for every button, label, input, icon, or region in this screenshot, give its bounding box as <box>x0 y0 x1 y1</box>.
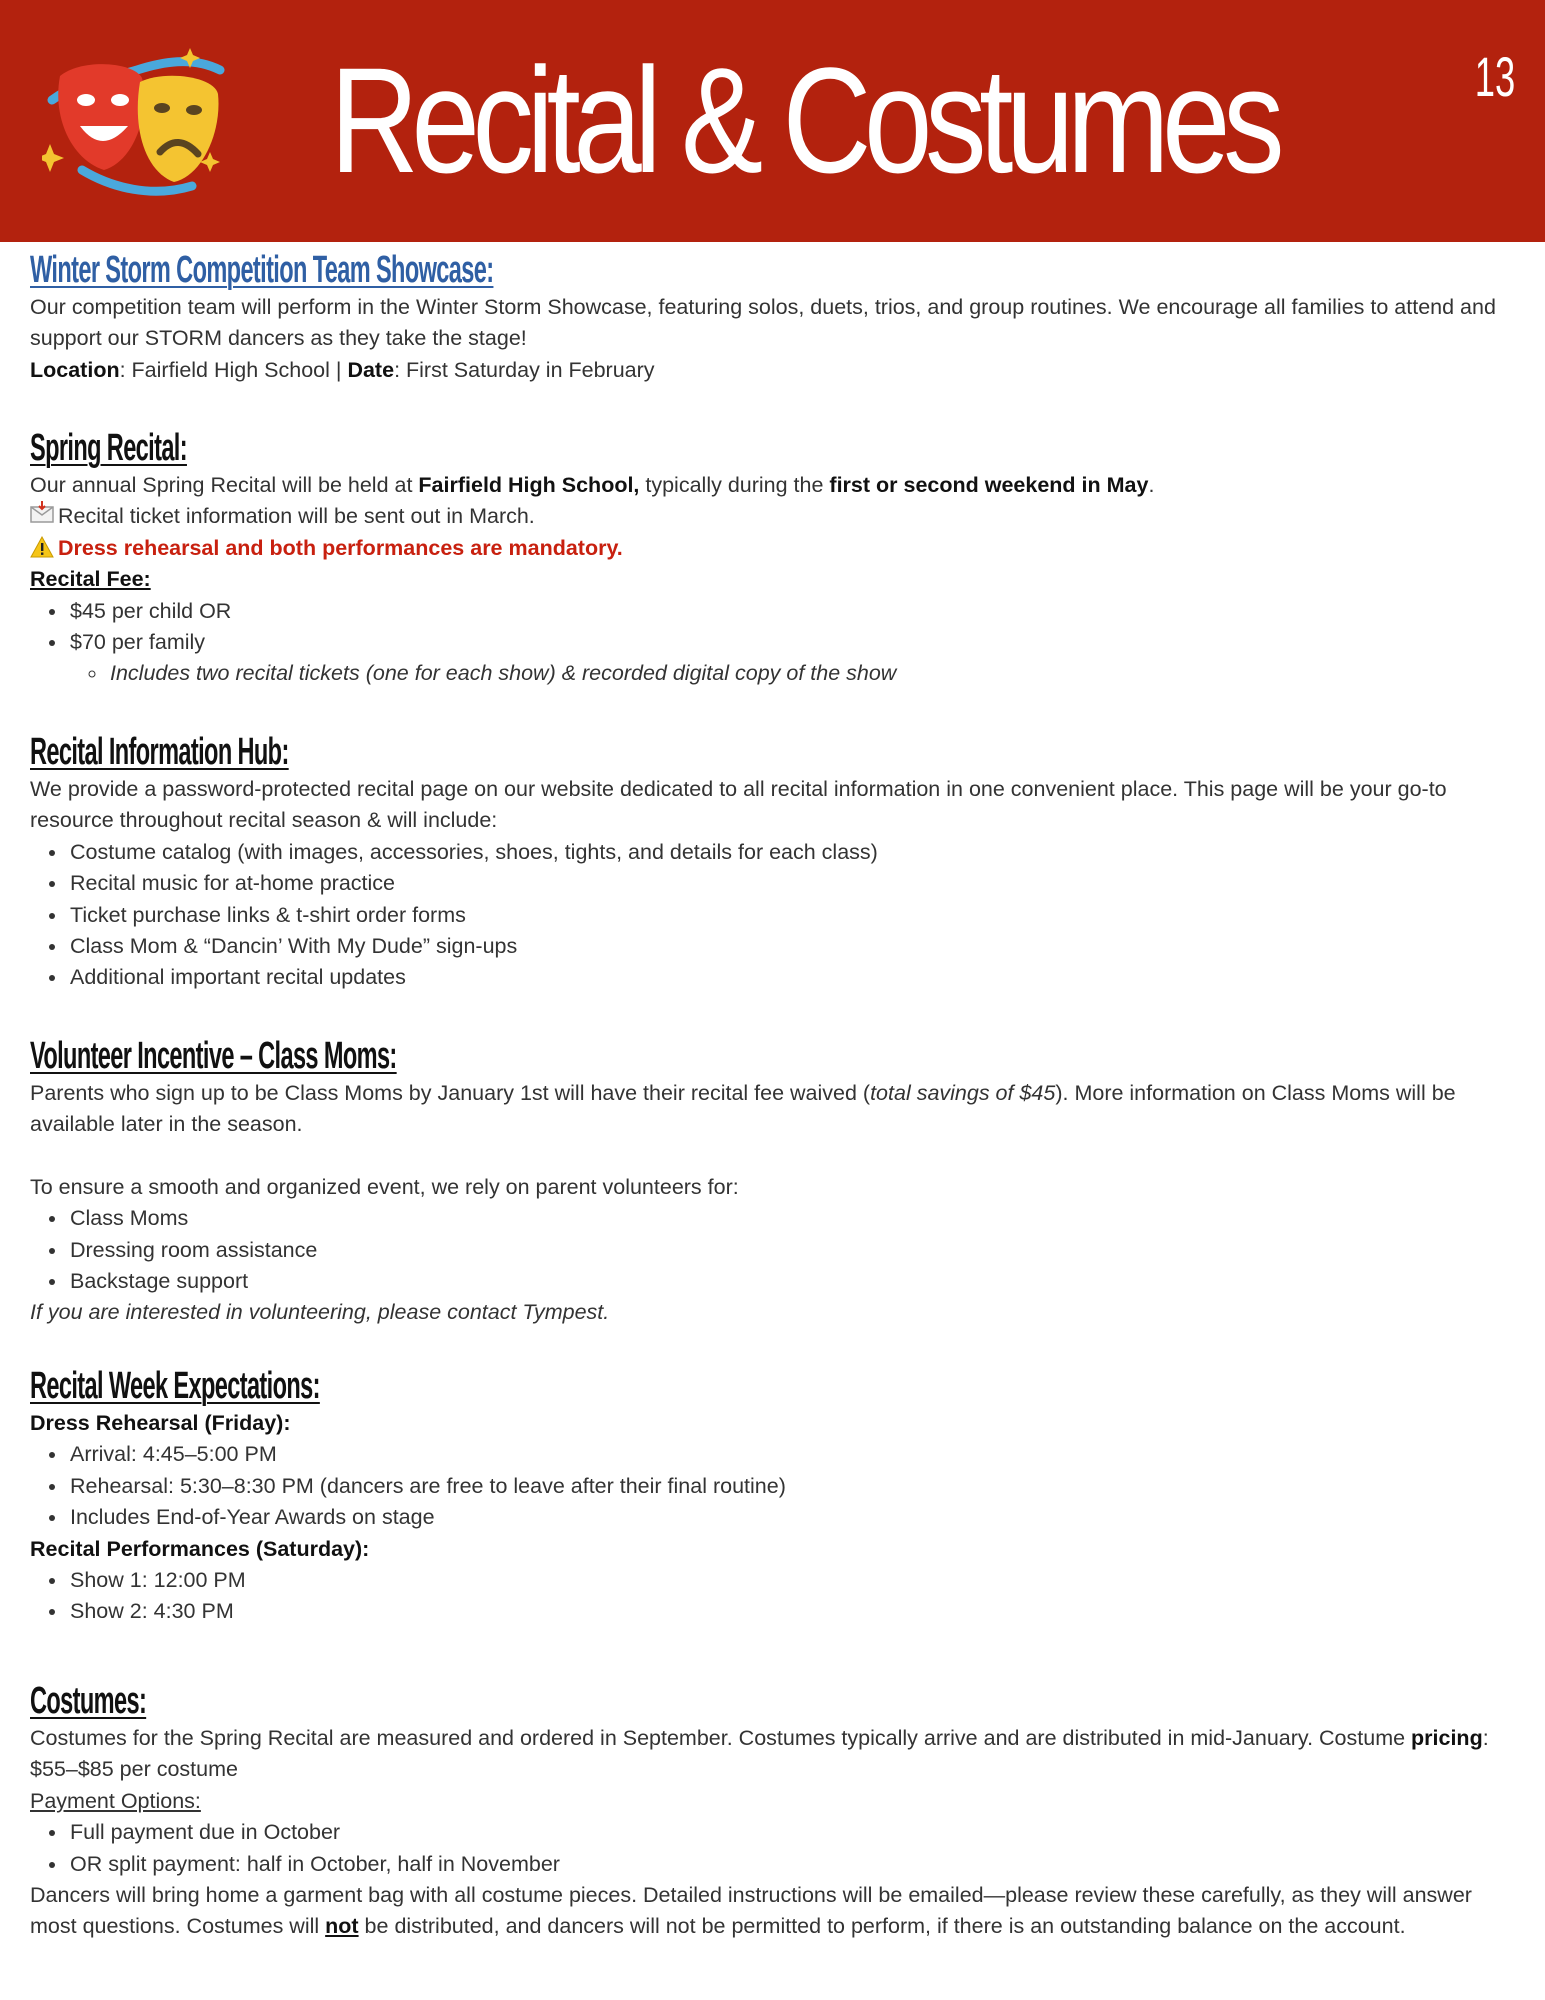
winter-storm-description: Our competition team will perform in the Winter Storm Showcase, featuring solos, duets, trios, and group routines. We encourage all families to attend and support our STORM dancers as they take the stage! <box>30 295 1496 351</box>
costumes-body <box>30 1723 1515 1943</box>
ticket-info-text: Recital ticket information will be sent out in March. <box>58 504 535 529</box>
page-title: Recital & Costumes <box>330 36 1278 204</box>
intro-text: Our annual Spring Recital will be held at <box>30 473 419 497</box>
recital-fee-label: Recital Fee: <box>30 567 151 592</box>
volunteer-description <box>30 1078 1515 1141</box>
list-item <box>108 658 1515 689</box>
closing-not: not <box>325 1914 359 1939</box>
info-hub-body <box>30 774 1515 994</box>
recital-week-body <box>30 1408 1515 1628</box>
envelope-icon <box>30 501 58 532</box>
performances-label-line <box>30 1534 1515 1565</box>
warning-icon <box>30 533 58 564</box>
volunteer-list <box>30 1203 1515 1297</box>
list-item: • Show 1: 12:00 PM <box>68 1565 1515 1596</box>
volunteer-savings: total savings of $45 <box>870 1081 1056 1105</box>
intro-text: typically during the <box>639 473 830 497</box>
intro-timing: first or second weekend in May <box>829 473 1149 497</box>
fee-label-line <box>30 564 1515 595</box>
rehearsal-label: Dress Rehearsal (Friday): <box>30 1411 291 1435</box>
section-spring-recital <box>30 426 1515 690</box>
heading-costumes: Costumes: <box>30 1680 147 1722</box>
list-item: • Dressing room assistance <box>68 1235 1515 1266</box>
pricing-label: pricing <box>1411 1726 1483 1750</box>
date-label: Date <box>347 357 395 382</box>
costumes-description <box>30 1723 1515 1786</box>
heading-info-hub: Recital Information Hub: <box>30 731 289 773</box>
heading-winter-storm: Winter Storm Competition Team Showcase: <box>30 249 494 291</box>
closing-text: Dancers will bring home a garment bag with all costume pieces. Detailed instructions will be emailed—please review these carefully, as they will answer most questions. Costumes will <box>30 1883 1472 1939</box>
volunteer-body <box>30 1078 1515 1329</box>
list-item: • Show 2: 4:30 PM <box>68 1596 1515 1627</box>
section-costumes <box>30 1679 1515 1943</box>
ticket-line <box>30 501 1515 532</box>
section-volunteer <box>30 1034 1515 1329</box>
list-item <box>68 627 1515 690</box>
page-number: 13 <box>1474 45 1515 108</box>
list-item: • OR split payment: half in October, half in November <box>68 1849 1515 1880</box>
heading-volunteer: Volunteer Incentive – Class Moms: <box>30 1035 397 1077</box>
intro-text: . <box>1148 473 1155 497</box>
list-item: • Rehearsal: 5:30–8:30 PM (dancers are free to leave after their final routine) <box>68 1471 1515 1502</box>
list-item: • Arrival: 4:45–5:00 PM <box>68 1439 1515 1470</box>
rehearsal-label-line <box>30 1408 1515 1439</box>
list-item: • Additional important recital updates <box>68 962 1515 993</box>
spring-recital-intro <box>30 470 1515 501</box>
section-winter-storm <box>30 248 1515 386</box>
intro-venue: Fairfield High School, <box>418 473 640 497</box>
info-hub-description: We provide a password-protected recital page on our website dedicated to all recital information in one convenient place. This page will be your go-to resource throughout recital season & will include: <box>30 777 1447 833</box>
volunteer-text: Parents who sign up to be Class Moms by January 1st will have their recital fee waived ( <box>30 1081 871 1105</box>
theater-masks-icon <box>42 48 232 198</box>
list-item: • $45 per child OR <box>68 596 1515 627</box>
mandatory-warning: Dress rehearsal and both performances are mandatory. <box>58 535 623 560</box>
volunteer-contact: If you are interested in volunteering, please contact Tympest. <box>30 1300 610 1325</box>
list-item: • Costume catalog (with images, accessories, shoes, tights, and details for each class) <box>68 837 1515 868</box>
volunteer-intro: To ensure a smooth and organized event, we rely on parent volunteers for: <box>30 1174 739 1199</box>
payment-list <box>30 1817 1515 1880</box>
costumes-text: Costumes for the Spring Recital are measured and ordered in September. Costumes typically arrive and are distributed in mid-January. Costume <box>30 1726 1412 1750</box>
winter-storm-details <box>30 355 1515 386</box>
list-item: • Class Mom & “Dancin’ With My Dude” sign-ups <box>68 931 1515 962</box>
location-value: : Fairfield High School | <box>119 357 348 382</box>
list-item: • Class Moms <box>68 1203 1515 1234</box>
payment-label-line <box>30 1786 1515 1817</box>
list-item: • Full payment due in October <box>68 1817 1515 1848</box>
winter-storm-body <box>30 292 1515 386</box>
list-item: • Backstage support <box>68 1266 1515 1297</box>
info-hub-list <box>30 837 1515 994</box>
date-value: : First Saturday in February <box>394 357 655 382</box>
list-item: • Ticket purchase links & t-shirt order forms <box>68 900 1515 931</box>
spring-recital-body <box>30 470 1515 690</box>
warning-line <box>30 533 1515 564</box>
heading-recital-week: Recital Week Expectations: <box>30 1365 320 1407</box>
section-info-hub <box>30 730 1515 994</box>
section-recital-week <box>30 1364 1515 1628</box>
costumes-closing <box>30 1880 1515 1943</box>
performances-list <box>30 1565 1515 1628</box>
list-item: • Recital music for at-home practice <box>68 868 1515 899</box>
volunteer-text: ). More information on Class Moms will be available later in the season. <box>30 1081 1456 1137</box>
fee-list <box>30 596 1515 690</box>
fee-family: $70 per family <box>70 630 206 655</box>
heading-spring-recital: Spring Recital: <box>30 427 187 469</box>
list-item: • Includes End-of-Year Awards on stage <box>68 1502 1515 1533</box>
pricing-value: : $55–$85 per costume <box>30 1726 1489 1782</box>
volunteer-note <box>30 1297 1515 1328</box>
fee-note: Includes two recital tickets (one for each show) & recorded digital copy of the show <box>110 661 897 686</box>
performances-label: Recital Performances (Saturday): <box>30 1536 370 1561</box>
closing-text: be distributed, and dancers will not be permitted to perform, if there is an outstanding balance on the account. <box>358 1914 1406 1939</box>
page-header <box>0 0 1545 242</box>
payment-options-label: Payment Options: <box>30 1788 201 1813</box>
location-label: Location <box>30 357 120 382</box>
rehearsal-list <box>30 1439 1515 1533</box>
fee-sublist <box>70 658 1515 689</box>
